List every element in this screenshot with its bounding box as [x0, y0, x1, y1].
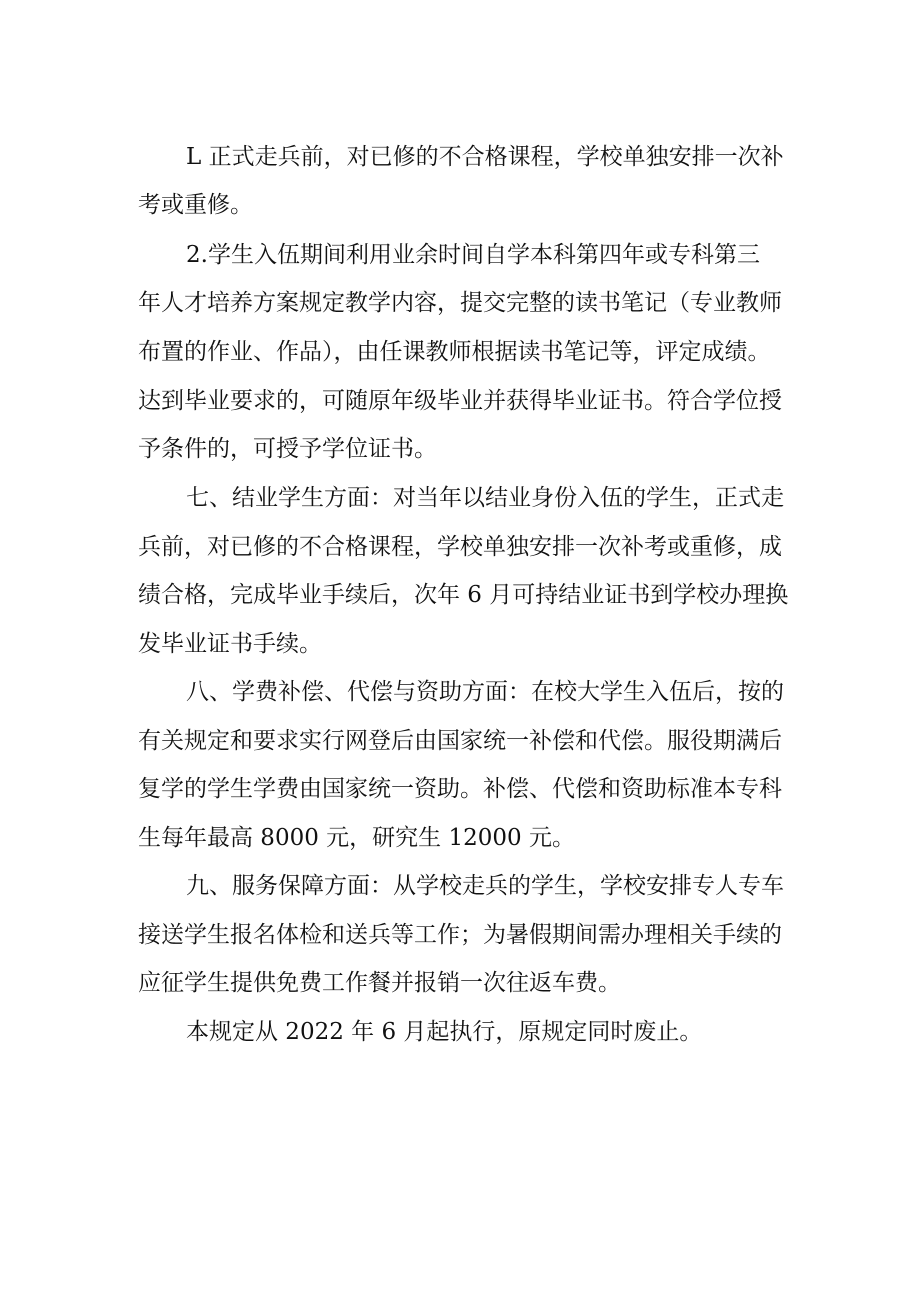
text-line: 复学的学生学费由国家统一资助。补偿、代偿和资助标准本专科	[138, 776, 782, 802]
text-line: 应征学生提供免费工作餐并报销一次往返车费。	[138, 970, 621, 996]
text-line: 九、服务保障方面：从学校走兵的学生，学校安排专人专车	[186, 873, 784, 899]
text-line: 本规定从 2022 年 6 月起执行，原规定同时废止。	[186, 1019, 703, 1045]
text-line: 接送学生报名体检和送兵等工作；为暑假期间需办理相关手续的	[138, 922, 782, 948]
text-line: 七、结业学生方面：对当年以结业身份入伍的学生，正式走	[186, 485, 784, 511]
text-line: 年人才培养方案规定教学内容，提交完整的读书笔记（专业教师	[138, 290, 782, 316]
text-line: 有关规定和要求实行网登后由国家统一补偿和代偿。服役期满后	[138, 728, 782, 754]
text-line: 2.学生入伍期间利用业余时间自学本科第四年或专科第三	[186, 242, 760, 268]
text-line: L 正式走兵前，对已修的不合格课程，学校单独安排一次补	[186, 144, 784, 170]
text-line: 发毕业证书手续。	[138, 631, 322, 657]
text-line: 绩合格，完成毕业手续后，次年 6 月可持结业证书到学校办理换	[138, 582, 789, 608]
text-line: 予条件的，可授予学位证书。	[138, 436, 437, 462]
text-line: 兵前，对已修的不合格课程，学校单独安排一次补考或重修，成	[138, 534, 782, 560]
text-line: 八、学费补偿、代偿与资助方面：在校大学生入伍后，按的	[186, 679, 784, 705]
text-line: 布置的作业、作品），由任课教师根据读书笔记等，评定成绩。	[138, 339, 771, 365]
text-line: 考或重修。	[138, 192, 253, 218]
text-line: 生每年最高 8000 元，研究生 12000 元。	[138, 825, 575, 851]
text-line: 达到毕业要求的，可随原年级毕业并获得毕业证书。符合学位授	[138, 388, 782, 414]
